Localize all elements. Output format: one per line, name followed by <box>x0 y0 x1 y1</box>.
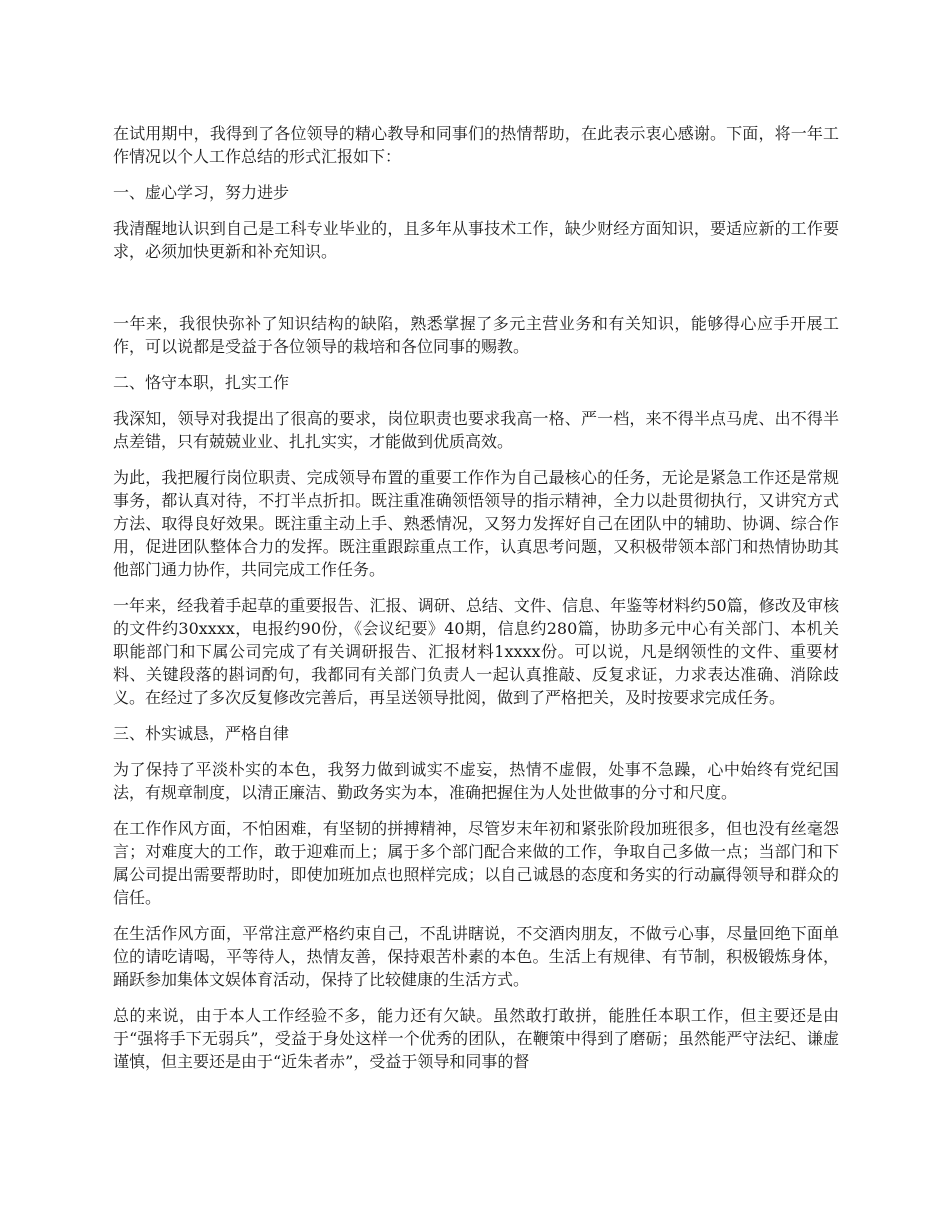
paragraph-1-1: 我清醒地认识到自己是工科专业毕业的，且多年从事技术工作，缺少财经方面知识，要适应新的工作要求，必须加快更新和补充知识。 <box>113 219 839 261</box>
paragraph-conclusion: 总的来说，由于本人工作经验不多，能力还有欠缺。虽然敢打敢拼，能胜任本职工作，但主要还是由于“强将手下无弱兵”，受益于身处这样一个优秀的团队，在鞭策中得到了磨砺；虽然能严守法纪、谦虚谨慎，但主要还是由于“近朱者赤”，受益于领导和同事的督 <box>113 1006 839 1071</box>
section-heading-2: 二、恪守本职，扎实工作 <box>113 373 290 392</box>
paragraph-intro: 在试用期中，我得到了各位领导的精心教导和同事们的热情帮助，在此表示衷心感谢。下面，将一年工作情况以个人工作总结的形式汇报如下： <box>113 124 839 166</box>
section-heading-1: 一、虚心学习，努力进步 <box>113 183 290 202</box>
blank-gap <box>113 276 839 312</box>
paragraph-2-3: 一年来，经我着手起草的重要报告、汇报、调研、总结、文件、信息、年鉴等材料约50篇，修改及审核的文件约30xxxx，电报约90份，《会议纪要》40期，信息约280篇，协助多元中心有关部门、本机关职能部门和下属公司完成了有关调研报告、汇报材料1xxxx份。可以说，凡是纲领性的文件、重要材料、关键段落的斟词酌句，我都同有关部门负责人一起认真推敲、反复求证，力求表达准确、消除歧义。在经过了多次反复修改完善后，再呈送领导批阅，做到了严格把关，及时按要求完成任务。 <box>113 596 839 707</box>
document-body <box>113 122 839 1086</box>
paragraph-3-1: 为了保持了平淡朴实的本色，我努力做到诚实不虚妄，热情不虚假，处事不急躁，心中始终有党纪国法，有规章制度，以清正廉洁、勤政务实为本，准确把握住为人处世做事的分寸和尺度。 <box>113 760 839 802</box>
section-heading-3: 三、朴实诚恳，严格自律 <box>113 724 290 743</box>
paragraph-3-2: 在工作作风方面，不怕困难，有坚韧的拼搏精神，尽管岁末年初和紧张阶段加班很多，但也没有丝毫怨言；对难度大的工作，敢于迎难而上；属于多个部门配合来做的工作，争取自己多做一点；当部门和下属公司提出需要帮助时，即使加班加点也照样完成；以自己诚恳的态度和务实的行动赢得领导和群众的信任。 <box>113 819 839 907</box>
paragraph-2-2: 为此，我把履行岗位职责、完成领导布置的重要工作作为自己最核心的任务，无论是紧急工作还是常规事务，都认真对待，不打半点折扣。既注重准确领悟领导的指示精神，全力以赴贯彻执行，又讲究方式方法、取得良好效果。既注重主动上手、熟悉情况，又努力发挥好自己在团队中的辅助、协调、综合作用，促进团队整体合力的发挥。既注重跟踪重点工作，认真思考问题，又积极带领本部门和热情协助其他部门通力协作，共同完成工作任务。 <box>113 468 839 579</box>
paragraph-2-1: 我深知，领导对我提出了很高的要求，岗位职责也要求我高一格、严一档，来不得半点马虎、出不得半点差错，只有兢兢业业、扎扎实实，才能做到优质高效。 <box>113 409 839 451</box>
paragraph-3-3: 在生活作风方面，平常注意严格约束自己，不乱讲瞎说，不交酒肉朋友，不做亏心事，尽量回绝下面单位的请吃请喝，平等待人，热情友善，保持艰苦朴素的本色。生活上有规律、有节制，积极锻炼身体，踊跃参加集体文娱体育活动，保持了比较健康的生活方式。 <box>113 924 839 989</box>
paragraph-1-2: 一年来，我很快弥补了知识结构的缺陷，熟悉掌握了多元主营业务和有关知识，能够得心应手开展工作，可以说都是受益于各位领导的栽培和各位同事的赐教。 <box>113 314 839 356</box>
